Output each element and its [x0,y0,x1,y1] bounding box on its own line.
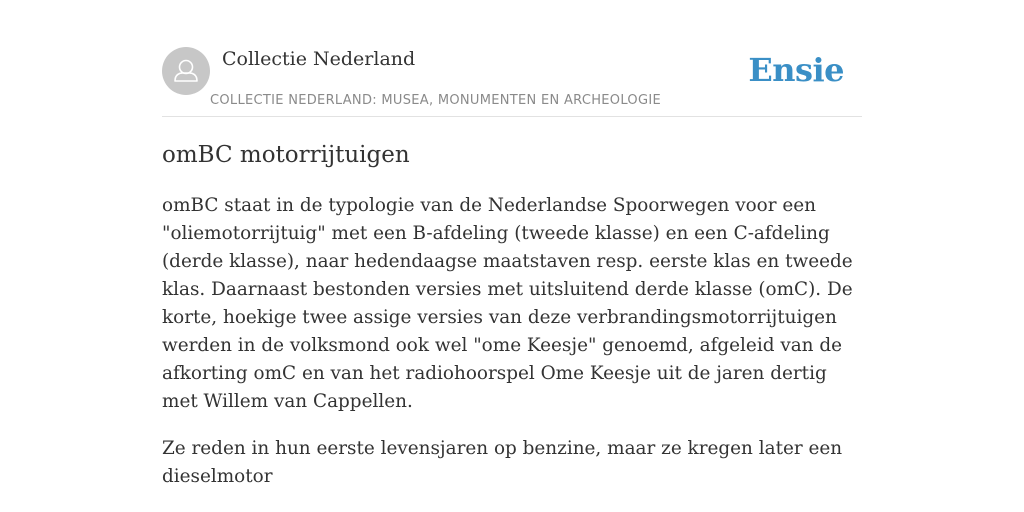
article-title: omBC motorrijtuigen [162,142,410,168]
article-paragraph: Ze reden in hun eerste levensjaren op benzine, maar ze kregen later een dieselmotor [162,438,843,487]
author-name[interactable]: Collectie Nederland [222,48,416,70]
ensie-logo[interactable]: Ensie [748,51,844,89]
article-paragraph: omBC staat in de typologie van de Nederlandse Spoorwegen voor een "oliemotorrijtuig" met een B-afdeling (tweede klasse) en een C-afdeling (derde klasse), naar hedendaagse maatstaven resp. eerste klas en tweede klas. Daarnaast bestonden versies met uitsluitend derde klasse (omC). De korte, hoekige twee assige versies van deze verbrandingsmotorrijtuigen werden in de volksmond ook wel "ome Keesje" genoemd, afgeleid van de afkorting omC en van het radiohoorspel Ome Keesje uit de jaren dertig met Willem van Cappellen. [162,195,853,412]
article-body [162,192,867,510]
collection-label[interactable]: COLLECTIE NEDERLAND: MUSEA, MONUMENTEN EN ARCHEOLOGIE [210,93,661,108]
author-avatar[interactable] [162,47,210,95]
user-icon [162,47,210,95]
page-header [162,46,862,117]
